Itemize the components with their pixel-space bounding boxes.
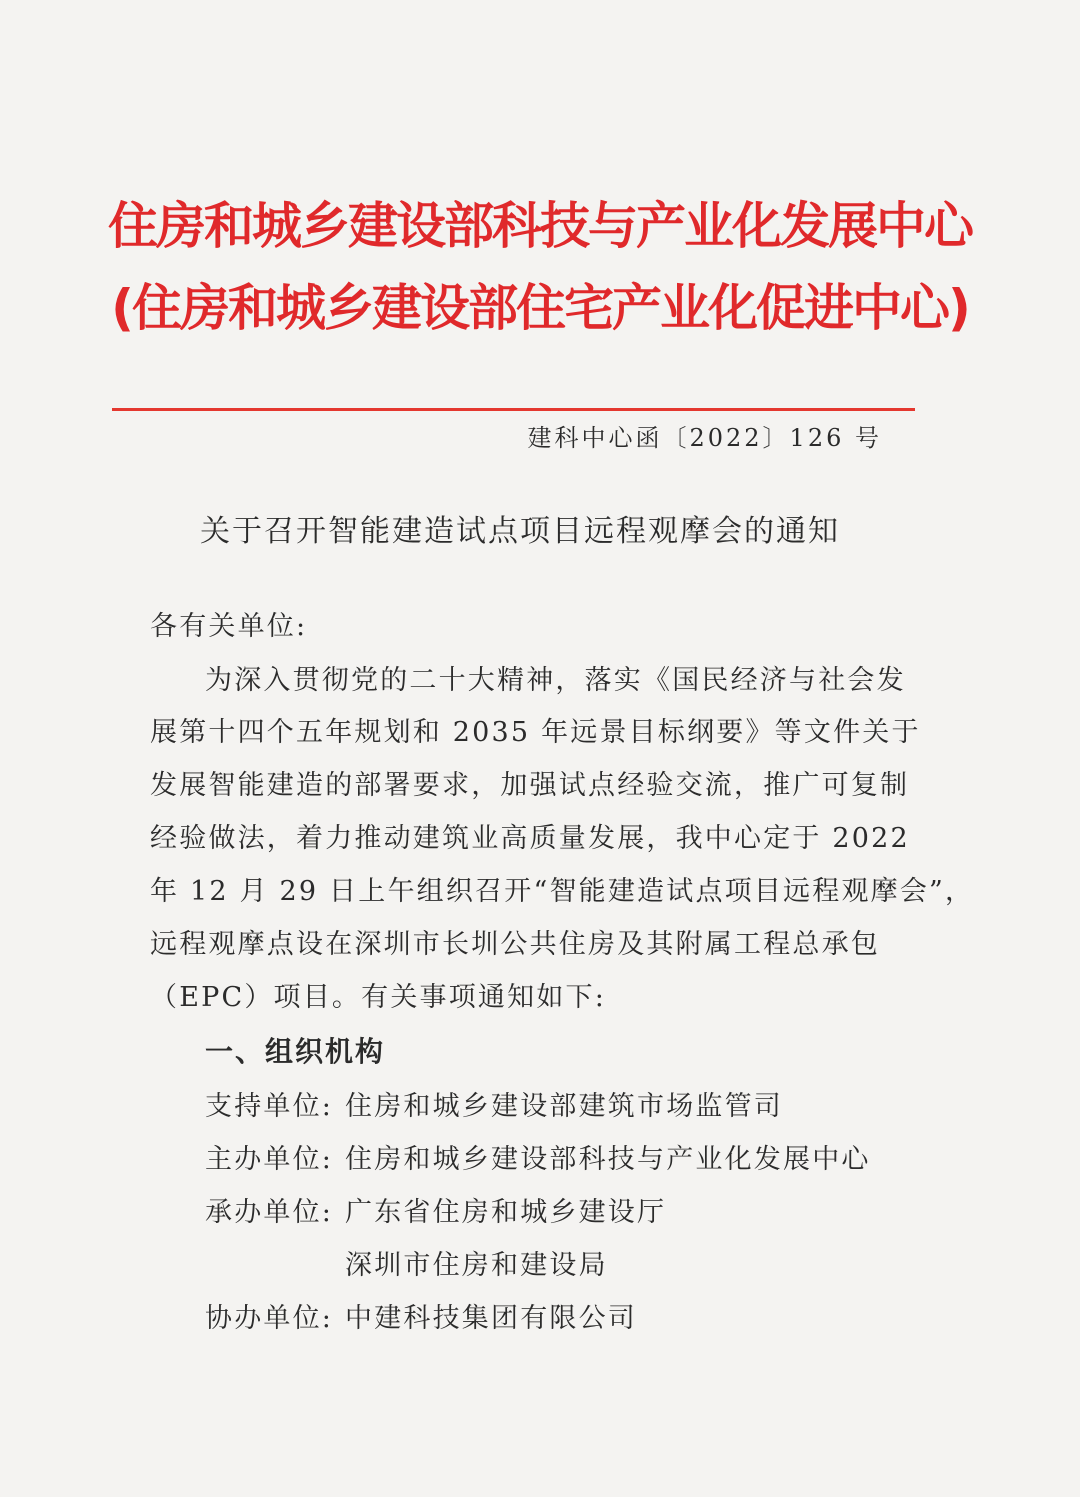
document-title: 关于召开智能建造试点项目远程观摩会的通知 [200,514,840,549]
section-heading: 一、组织机构 [205,1035,386,1068]
body-line: 为深入贯彻党的二十大精神，落实《国民经济与社会发 [205,665,906,696]
body-line: 远程观摩点设在深圳市长圳公共住房及其附属工程总承包 [150,929,880,960]
org-label-host: 主办单位: [205,1144,334,1175]
body-line: （EPC）项目。有关事项通知如下: [150,982,607,1013]
issuer-name: 住房和城乡建设部科技与产业化发展中心 [108,197,972,255]
header-divider [112,408,915,411]
document-number: 建科中心函〔2022〕126 号 [527,424,882,452]
body-line: 经验做法，着力推动建筑业高质量发展，我中心定于 2022 [150,823,910,854]
body-line: 年 12 月 29 日上午组织召开“智能建造试点项目远程观摩会”， [150,876,975,907]
org-value-assist: 中建科技集团有限公司 [345,1303,637,1334]
issuer-alt-name: (住房和城乡建设部住宅产业化促进中心) [111,279,969,337]
org-label-assist: 协办单位: [205,1303,334,1334]
org-label-support: 支持单位: [205,1091,334,1122]
org-value-organizer-2: 深圳市住房和建设局 [345,1250,608,1281]
body-line: 发展智能建造的部署要求，加强试点经验交流，推广可复制 [150,770,910,801]
org-value-organizer: 广东省住房和城乡建设厅 [345,1197,667,1228]
org-value-host: 住房和城乡建设部科技与产业化发展中心 [345,1144,871,1175]
salutation: 各有关单位: [150,611,308,642]
body-line: 展第十四个五年规划和 2035 年远景目标纲要》等文件关于 [150,717,921,748]
org-label-organizer: 承办单位: [205,1197,334,1228]
org-value-support: 住房和城乡建设部建筑市场监管司 [345,1091,783,1122]
